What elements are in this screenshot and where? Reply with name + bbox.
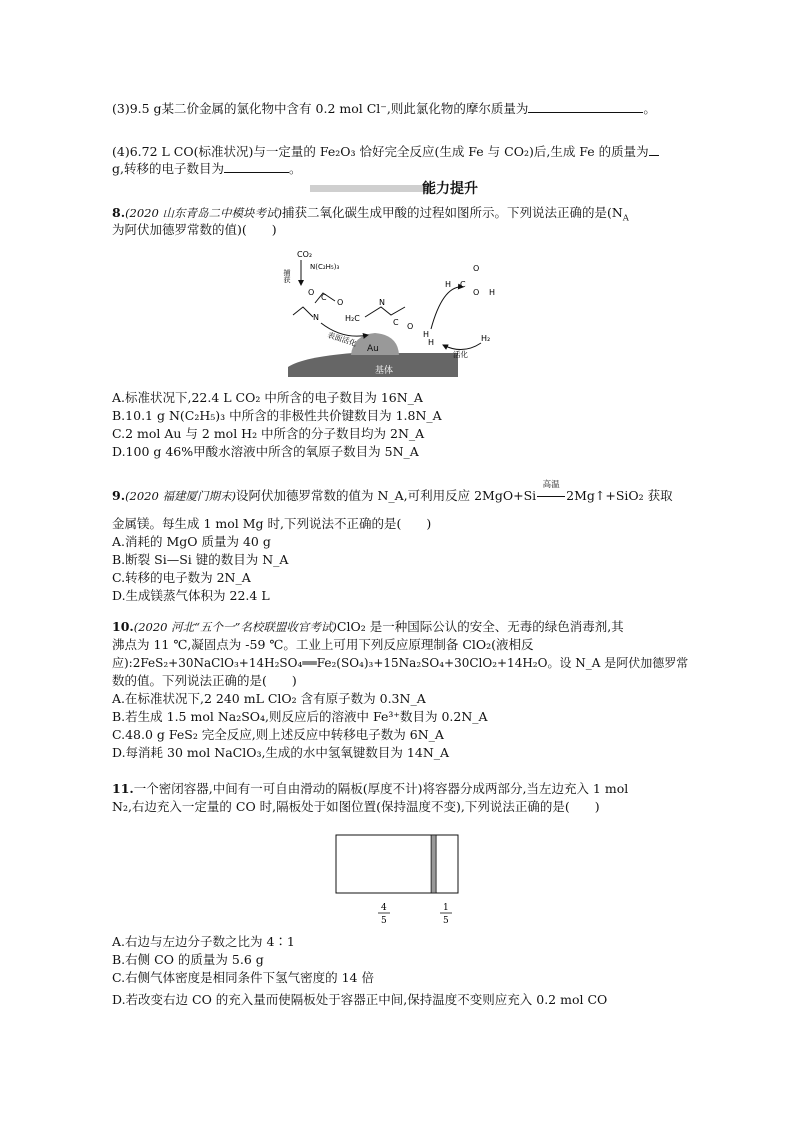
q3-text: (3)9.5 g某二价金属的氯化物中含有 0.2 mol Cl⁻,则此氯化物的摩尔质量为: [112, 101, 529, 116]
svg-text:N: N: [379, 298, 385, 307]
q4-line1: [112, 143, 659, 160]
partition-plate: [431, 835, 436, 893]
right-fraction-num: 1: [443, 903, 449, 913]
activation-label: 表面活化: [326, 330, 358, 349]
container-box: [336, 835, 458, 893]
q10-text1: ClO₂ 是一种国际公认的安全、无毒的绿色消毒剂,其: [336, 619, 624, 634]
q10-line4: 数的值。下列说法正确的是( ): [112, 673, 297, 688]
ch2-label: H₂C: [345, 314, 360, 323]
substrate-label: 基体: [375, 366, 394, 376]
q4-text1: (4)6.72 L CO(标准状况)与一定量的 Fe₂O₃ 恰好完全反应(生成 Fe 与 CO₂)后,生成 Fe 的质量为: [112, 144, 649, 159]
co2-label: CO₂: [297, 250, 313, 259]
q8-option-d[interactable]: D.100 g 46%甲酸水溶液中所含的氧原子数目为 5N_A: [112, 444, 419, 459]
svg-text:N: N: [313, 313, 319, 322]
q10-option-b[interactable]: B.若生成 1.5 mol Na₂SO₄,则反应后的溶液中 Fe³⁺数目为 0.2N_A: [112, 709, 488, 724]
capture-label: 捕获: [283, 269, 291, 283]
activate-label: 活化: [453, 350, 468, 359]
svg-text:O: O: [308, 288, 315, 297]
section-header: [310, 181, 496, 195]
q8-option-b[interactable]: B.10.1 g N(C₂H₅)₃ 中所含的非极性共价键数目为 1.8N_A: [112, 408, 442, 423]
q9-text1a: 设阿伏加德罗常数的值为 N_A,可利用反应 2MgO+Si: [235, 488, 537, 503]
q10-source: (2020 河北“五个一”名校联盟收官考试): [133, 620, 337, 634]
q10-line1: [112, 619, 624, 635]
q8-source: (2020 山东青岛二中模块考试): [125, 206, 282, 220]
reaction-condition: 高温: [542, 480, 560, 490]
q11-option-d[interactable]: D.若改变右边 CO 的充入量而使隔板处于容器正中间,保持温度不变则应充入 0.2 mol CO: [112, 992, 608, 1007]
svg-text:O: O: [473, 288, 480, 297]
q4-text2: g,转移的电子数目为: [112, 161, 224, 176]
q11-option-a[interactable]: A.右边与左边分子数之比为 4∶1: [112, 934, 295, 949]
svg-text:C: C: [460, 280, 466, 289]
q3-end: 。: [643, 101, 656, 116]
section-title: 能力提升: [422, 181, 478, 197]
q11-line1: [112, 781, 628, 797]
q4-fe-mass-blank[interactable]: [649, 143, 659, 156]
svg-text:H: H: [423, 330, 430, 339]
svg-text:O: O: [337, 298, 344, 307]
q9-line2: 金属镁。每生成 1 mol Mg 时,下列说法不正确的是( ): [112, 516, 432, 531]
q10-option-a[interactable]: A.在标准状况下,2 240 mL ClO₂ 含有原子数为 0.3N_A: [112, 691, 426, 706]
q11-option-b[interactable]: B.右侧 CO 的质量为 5.6 g: [112, 952, 264, 967]
svg-text:C: C: [393, 318, 399, 327]
amine-label: N(C₂H₅)₃: [310, 263, 340, 271]
container-diagram: [330, 830, 470, 930]
q8-line2: [112, 222, 277, 238]
section-bar: [310, 185, 430, 192]
q10-option-d[interactable]: D.每消耗 30 mol NaClO₃,生成的水中氢氧键数目为 14N_A: [112, 745, 450, 760]
q11-option-c[interactable]: C.右侧气体密度是相同条件下氢气密度的 14 倍: [112, 970, 374, 985]
left-fraction-num: 4: [381, 903, 387, 913]
svg-text:O: O: [473, 264, 480, 273]
h2-label: H₂: [481, 334, 491, 343]
q8-sub: A: [622, 213, 629, 224]
q9-text1b: 2Mg↑+SiO₂ 获取: [566, 488, 673, 503]
co2-capture-diagram: [283, 245, 503, 380]
q3-line: [112, 100, 656, 117]
left-fraction-den: 5: [381, 916, 387, 926]
svg-text:H: H: [489, 288, 496, 297]
q9-option-c[interactable]: C.转移的电子数为 2N_A: [112, 570, 251, 585]
q9-source: (2020 福建厦门期末): [125, 489, 236, 503]
q11-line2: N₂,右边充入一定量的 CO 时,隔板处于如图位置(保持温度不变),下列说法正确的是( ): [112, 799, 600, 814]
q9-option-b[interactable]: B.断裂 Si—Si 键的数目为 N_A: [112, 552, 289, 567]
right-fraction-den: 5: [443, 916, 449, 926]
q10-line2: 沸点为 11 ℃,凝固点为 -59 ℃。工业上可用下列反应原理制备 ClO₂(液相反: [112, 637, 534, 652]
q11-number: 11.: [112, 781, 134, 796]
q8-option-a[interactable]: A.标准状况下,22.4 L CO₂ 中所含的电子数目为 16N_A: [112, 390, 423, 405]
q4-end: 。: [288, 161, 302, 176]
q4-electron-blank[interactable]: [224, 160, 289, 173]
q8-line1: [112, 205, 629, 224]
substrate-base: [288, 353, 458, 377]
au-label: Au: [367, 344, 379, 354]
q9-line1: [112, 480, 673, 504]
q4-line2: [112, 160, 302, 177]
q10-number: 10.: [112, 619, 134, 634]
to-formic-acid-arrow: [431, 287, 463, 329]
svg-text:H: H: [428, 338, 435, 347]
q11-text1: 一个密闭容器,中间有一可自由滑动的隔板(厚度不计)将容器分成两部分,当左边充入 1 mol: [133, 781, 629, 796]
q10-line3: 应):2FeS₂+30NaClO₃+14H₂SO₄══Fe₂(SO₄)₃+15Na₂SO₄+30ClO₂+14H₂O。设 N_A 是阿伏加德罗常: [112, 656, 689, 670]
q9-option-a[interactable]: A.消耗的 MgO 质量为 40 g: [112, 534, 271, 549]
q10-option-c[interactable]: C.48.0 g FeS₂ 完全反应,则上述反应中转移电子数为 6N_A: [112, 727, 444, 742]
q3-answer-blank[interactable]: [528, 100, 643, 113]
svg-text:C: C: [321, 293, 327, 302]
q8-option-c[interactable]: C.2 mol Au 与 2 mol H₂ 中所含的分子数目均为 2N_A: [112, 426, 425, 441]
q9-option-d[interactable]: D.生成镁蒸气体积为 22.4 L: [112, 588, 270, 603]
q8-text1: 捕获二氧化碳生成甲酸的过程如图所示。下列说法正确的是(N: [281, 205, 623, 220]
svg-text:O: O: [407, 322, 414, 331]
svg-text:H: H: [445, 280, 452, 289]
q8-text2: 为阿伏加德罗常数的值)( ): [112, 222, 277, 237]
reaction-arrow: [536, 480, 566, 504]
h2-arrow: [443, 343, 481, 350]
q9-number: 9.: [112, 488, 126, 503]
q8-number: 8.: [112, 205, 126, 220]
